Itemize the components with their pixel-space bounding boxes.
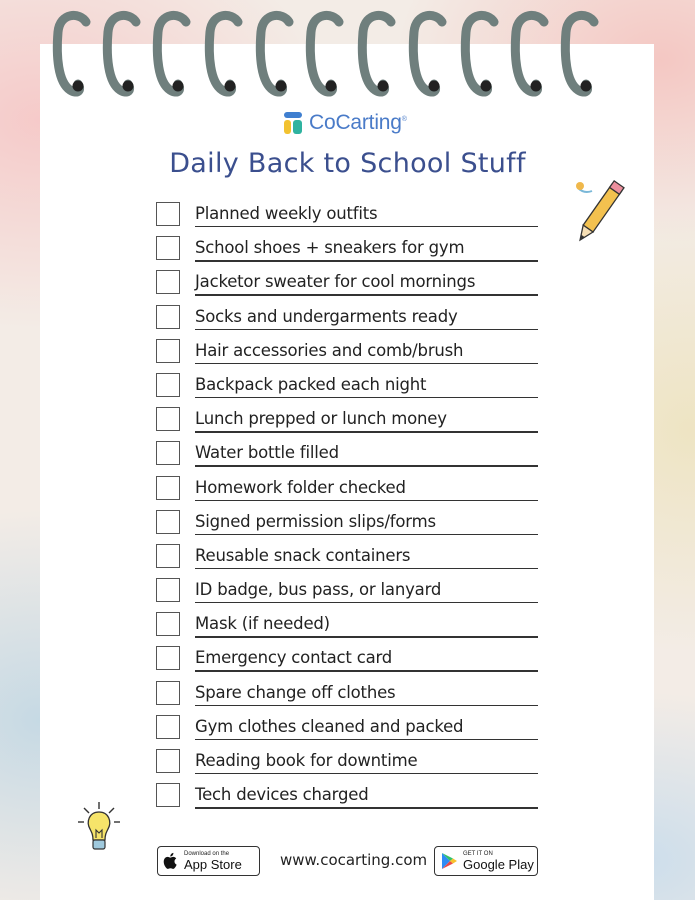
binding-ring <box>465 15 494 92</box>
checkbox[interactable] <box>156 441 180 465</box>
page-title: Daily Back to School Stuff <box>169 148 526 179</box>
binding-hole <box>326 81 337 92</box>
brand-name: CoCarting® <box>309 111 407 134</box>
checkbox[interactable] <box>156 373 180 397</box>
checklist-item <box>156 715 538 749</box>
checklist-item <box>156 476 538 510</box>
lightbulb-icon <box>76 800 122 858</box>
underline-rule <box>195 500 538 501</box>
google-play-label: Google Play <box>463 856 534 872</box>
binding-ring <box>515 15 544 92</box>
checkbox[interactable] <box>156 578 180 602</box>
checkbox[interactable] <box>156 544 180 568</box>
underline-rule <box>195 431 538 432</box>
binding-ring <box>107 15 136 92</box>
checkbox[interactable] <box>156 749 180 773</box>
checklist-item-label: Water bottle filled <box>195 443 339 463</box>
underline-rule <box>195 329 538 330</box>
checkbox[interactable] <box>156 681 180 705</box>
google-play-button[interactable] <box>434 846 538 876</box>
underline-rule <box>195 397 538 398</box>
underline-rule <box>195 294 538 295</box>
checklist-item <box>156 373 538 407</box>
checklist-item-label: Backpack packed each night <box>195 374 427 394</box>
binding-ring <box>565 15 594 92</box>
app-store-label: App Store <box>184 856 242 872</box>
website-link[interactable]: www.cocarting.com <box>280 851 428 869</box>
checklist-item-label: Reusable snack containers <box>195 545 411 565</box>
underline-rule <box>195 705 538 706</box>
underline-rule <box>195 568 538 569</box>
binding-hole <box>481 81 492 92</box>
checklist-item <box>156 270 538 304</box>
checklist-item <box>156 612 538 646</box>
checkbox[interactable] <box>156 202 180 226</box>
binding-hole <box>123 81 134 92</box>
checklist-item <box>156 441 538 475</box>
checklist-item-label: Hair accessories and comb/brush <box>195 340 464 360</box>
checklist-item <box>156 407 538 441</box>
checkbox[interactable] <box>156 612 180 636</box>
checklist-item <box>156 646 538 680</box>
spiral-binding-rings <box>0 0 695 110</box>
checklist <box>156 202 538 817</box>
underline-rule <box>195 260 538 261</box>
underline-rule <box>195 636 538 637</box>
checklist-item <box>156 749 538 783</box>
checklist-item-label: Tech devices charged <box>195 785 369 805</box>
binding-ring <box>209 15 238 92</box>
binding-hole <box>429 81 440 92</box>
checklist-item <box>156 339 538 373</box>
binding-ring <box>260 15 289 92</box>
checklist-item <box>156 681 538 715</box>
binding-hole <box>73 81 84 92</box>
checklist-item-label: Reading book for downtime <box>195 751 418 770</box>
binding-ring <box>362 15 391 92</box>
checklist-item <box>156 578 538 612</box>
underline-rule <box>195 534 538 535</box>
checklist-item-label: Planned weekly outfits <box>195 204 378 223</box>
app-store-small-text: Download on the <box>184 850 230 857</box>
binding-ring <box>310 15 339 92</box>
app-store-button[interactable] <box>157 846 260 876</box>
cocarting-logo-icon <box>282 110 304 136</box>
checkbox[interactable] <box>156 510 180 534</box>
checkbox[interactable] <box>156 646 180 670</box>
pencil-icon <box>572 176 626 250</box>
checklist-item-label: Jacketor sweater for cool mornings <box>195 272 476 292</box>
apple-icon <box>158 850 184 872</box>
checklist-item <box>156 305 538 339</box>
checklist-item-label: Signed permission slips/forms <box>195 511 436 531</box>
checkbox[interactable] <box>156 270 180 294</box>
binding-hole <box>531 81 542 92</box>
checklist-item-label: Gym clothes cleaned and packed <box>195 716 464 736</box>
checklist-item-label: Spare change off clothes <box>195 682 396 702</box>
checklist-item <box>156 202 538 236</box>
binding-hole <box>276 81 287 92</box>
checklist-item-label: Lunch prepped or lunch money <box>195 409 447 429</box>
underline-rule <box>195 602 538 603</box>
checklist-item <box>156 236 538 270</box>
google-play-small-text: GET IT ON <box>463 850 493 857</box>
checkbox[interactable] <box>156 715 180 739</box>
checkbox[interactable] <box>156 783 180 807</box>
checklist-item-label: School shoes + sneakers for gym <box>195 238 465 258</box>
binding-hole <box>173 81 184 92</box>
underline-rule <box>195 773 538 774</box>
underline-rule <box>195 465 538 466</box>
underline-rule <box>195 670 538 671</box>
binding-hole <box>378 81 389 92</box>
underline-rule <box>195 739 538 740</box>
binding-hole <box>225 81 236 92</box>
binding-ring <box>157 15 186 92</box>
checkbox[interactable] <box>156 476 180 500</box>
binding-ring <box>413 15 442 92</box>
checklist-item-label: Homework folder checked <box>195 477 406 497</box>
checklist-item-label: Socks and undergarments ready <box>195 306 458 326</box>
checkbox[interactable] <box>156 236 180 260</box>
checklist-item <box>156 783 538 817</box>
binding-hole <box>581 81 592 92</box>
checklist-item-label: ID badge, bus pass, or lanyard <box>195 580 442 600</box>
checklist-item-label: Emergency contact card <box>195 648 393 668</box>
google-play-icon <box>435 850 463 872</box>
checkbox[interactable] <box>156 339 180 363</box>
checkbox[interactable] <box>156 407 180 431</box>
underline-rule <box>195 807 538 808</box>
checkbox[interactable] <box>156 305 180 329</box>
underline-rule <box>195 363 538 364</box>
checklist-item <box>156 510 538 544</box>
checklist-item <box>156 544 538 578</box>
binding-ring <box>57 15 86 92</box>
underline-rule <box>195 226 538 227</box>
brand <box>282 108 407 138</box>
checklist-item-label: Mask (if needed) <box>195 614 330 634</box>
